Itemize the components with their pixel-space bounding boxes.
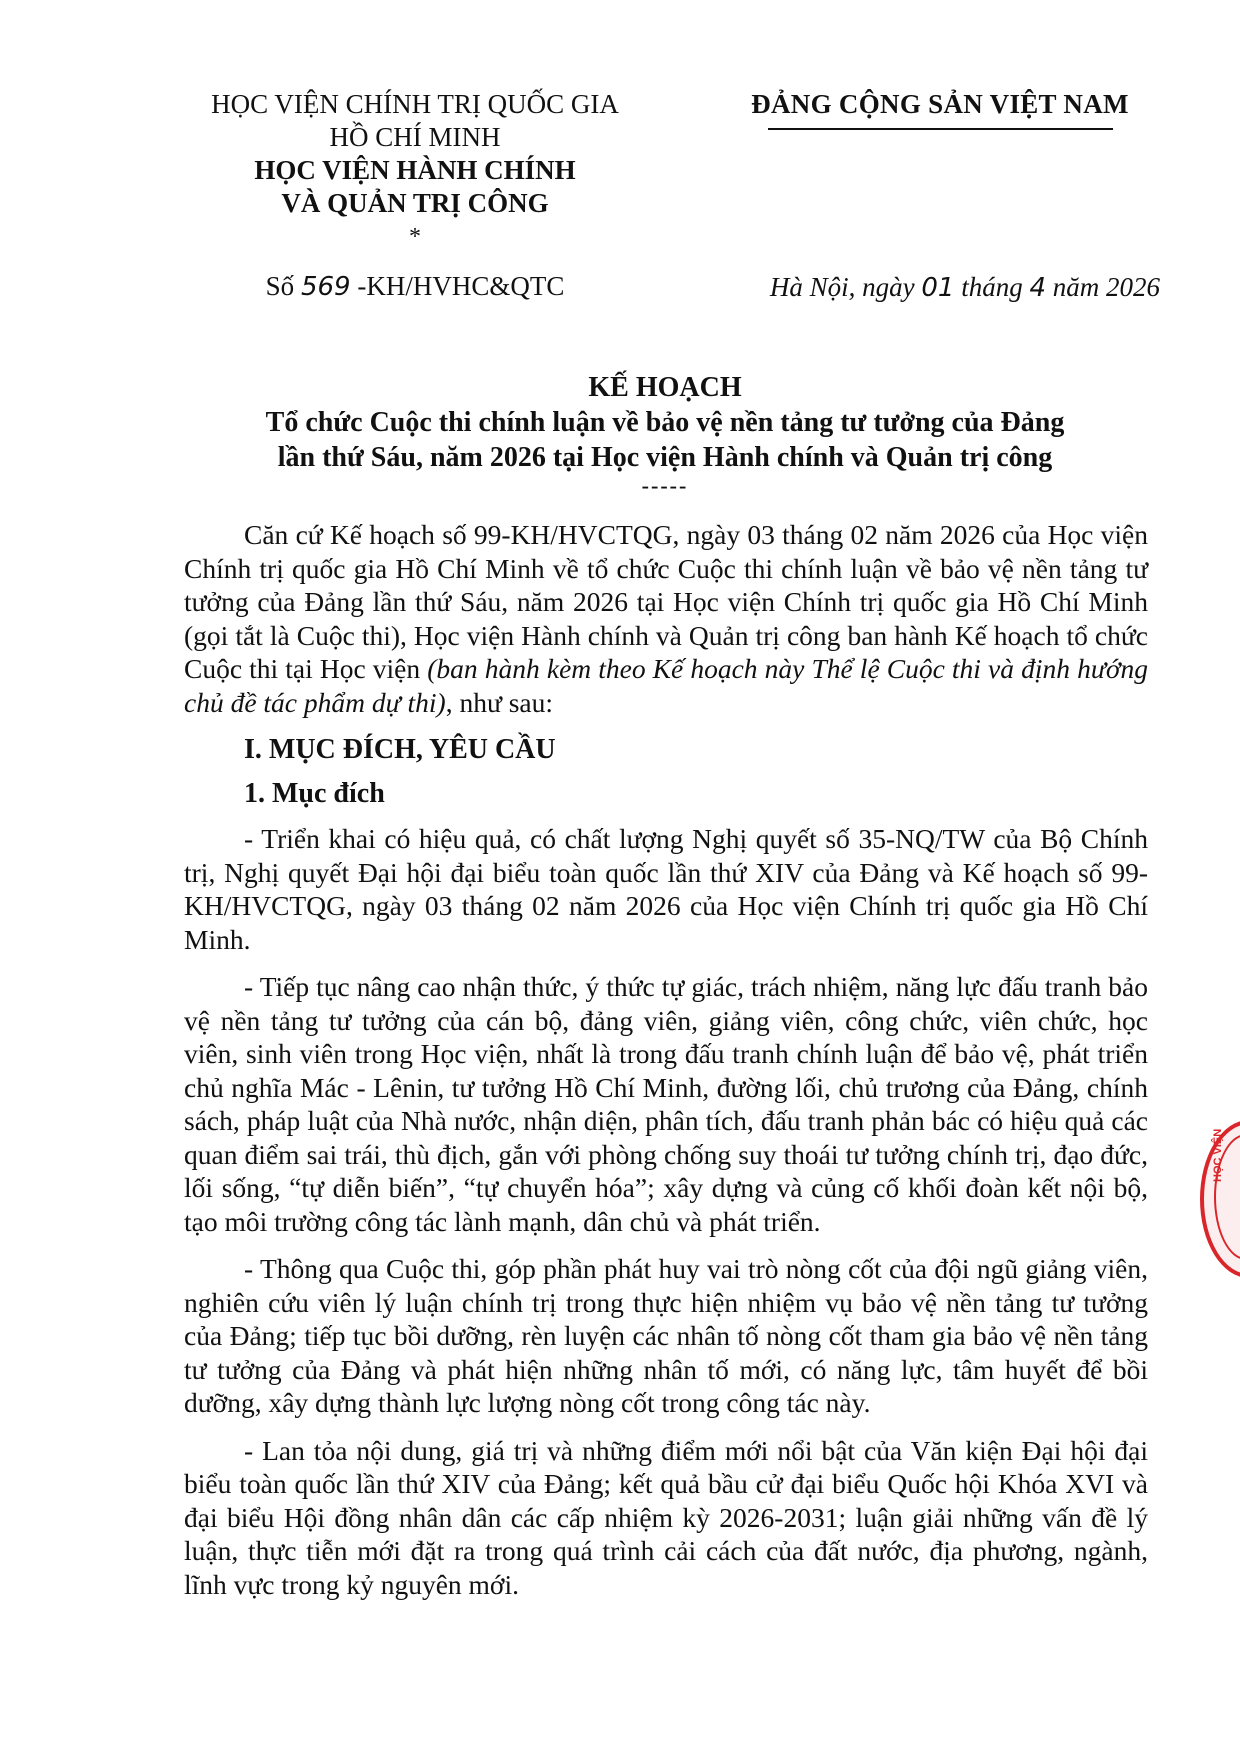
document-title-line1: Tổ chức Cuộc thi chính luận về bảo vệ nền tảng tư tưởng của Đảng [265, 407, 1065, 438]
place-and-date [740, 271, 1160, 305]
star-mark: * [409, 224, 421, 250]
document-number [170, 270, 660, 304]
document-number-prefix: Số [265, 271, 295, 301]
agency-parent-line1: HỌC VIỆN CHÍNH TRỊ QUỐC GIA [211, 89, 619, 119]
title-separator: ----- [641, 473, 689, 498]
document-body [184, 518, 1148, 1609]
document-type: KẾ HOẠCH [588, 372, 742, 403]
date-day-handwritten: 01 [921, 273, 955, 303]
date-month-label: tháng [961, 272, 1023, 302]
intro-paragraph [184, 518, 1148, 719]
party-header [740, 88, 1140, 130]
intro-ending: , như sau: [445, 686, 554, 718]
purpose-paragraph: - Triển khai có hiệu quả, có chất lượng Nghị quyết số 35-NQ/TW của Bộ Chính trị, Nghị quyết Đại hội đại biểu toàn quốc lần thứ XIV của Đảng và Kế hoạch số 99-KH/HVCTQG, ngày 03 tháng 02 năm 2026 của Học viện Chính trị quốc gia Hồ Chí Minh. [184, 823, 1148, 955]
intro-text: Căn cứ Kế hoạch số 99-KH/HVCTQG, ngày 03 tháng 02 năm 2026 của Học viện Chính trị quốc gia Hồ Chí Minh về tổ chức Cuộc thi chính luận về bảo vệ nền tảng tư tưởng của Đảng lần thứ Sáu, năm 2026 tại Học viện Chính trị quốc gia Hồ Chí Minh (gọi tắt là Cuộc thi), Học viện Hành chính và Quản trị công ban hành Kế hoạch tổ chức Cuộc thi tại Học viện [184, 519, 1148, 684]
purpose-paragraph: - Thông qua Cuộc thi, góp phần phát huy vai trò nòng cốt của đội ngũ giảng viên, nghiên cứu viên lý luận chính trị trong thực hiện nhiệm vụ bảo vệ nền tảng tư tưởng của Đảng; tiếp tục bồi dưỡng, rèn luyện các nhân tố nòng cốt tham gia bảo vệ nền tảng tư tưởng của Đảng và phát hiện những nhân tố mới, có năng lực, tâm huyết để bồi dưỡng, xây dựng thành lực lượng nòng cốt trong công tác này. [184, 1253, 1148, 1418]
party-name-underline [768, 128, 1113, 130]
section-heading: I. MỤC ĐÍCH, YÊU CẦU [244, 734, 556, 765]
date-month-handwritten: 4 [1029, 273, 1046, 303]
intro-italic-note: (ban hành kèm theo Kế hoạch này Thể lệ Cuộc thi và định hướng chủ đề tác phẩm dự thi) [184, 653, 1149, 718]
issuing-agency-block [170, 88, 660, 304]
document-number-suffix: -KH/HVHC&QTC [357, 271, 565, 301]
agency-name-line1: HỌC VIỆN HÀNH CHÍNH [254, 155, 576, 185]
red-seal-stamp [1200, 1120, 1240, 1278]
seal-text: HỌC VIỆN [1212, 1128, 1224, 1182]
document-number-handwritten: 569 [300, 272, 351, 302]
document-title-block [170, 370, 1160, 497]
purpose-paragraph: - Tiếp tục nâng cao nhận thức, ý thức tự giác, trách nhiệm, năng lực đấu tranh bảo vệ nền tảng tư tưởng của cán bộ, đảng viên, giảng viên, công chức, viên chức, học viên, sinh viên trong Học viện, nhất là trong đấu tranh chính luận để bảo vệ, phát triển chủ nghĩa Mác - Lênin, tư tưởng Hồ Chí Minh, đường lối, chủ trương của Đảng, chính sách, pháp luật của Nhà nước, nhận diện, phân tích, đấu tranh phản bác có hiệu quả các quan điểm sai trái, thù địch, gắn với phòng chống suy thoái tư tưởng chính trị, đạo đức, lối sống, “tự diễn biến”, “tự chuyển hóa”; xây dựng và củng cố khối đoàn kết nội bộ, tạo môi trường công tác lành mạnh, dân chủ và phát triển. [184, 971, 1148, 1237]
agency-name-line2: VÀ QUẢN TRỊ CÔNG [281, 188, 549, 218]
date-prefix: Hà Nội, ngày [769, 272, 915, 302]
agency-parent-line2: HỒ CHÍ MINH [329, 122, 501, 152]
purpose-paragraph: - Lan tỏa nội dung, giá trị và những điểm mới nổi bật của Văn kiện Đại hội đại biểu toàn quốc lần thứ XIV của Đảng; kết quả bầu cử đại biểu Quốc hội Khóa XVI và đại biểu Hội đồng nhân dân các cấp nhiệm kỳ 2026-2031; luận giải những vấn đề lý luận, thực tiễn mới đặt ra trong quá trình cải cách của đất nước, địa phương, ngành, lĩnh vực trong kỷ nguyên mới. [184, 1434, 1148, 1600]
date-year: năm 2026 [1052, 272, 1160, 302]
document-title-line2: lần thứ Sáu, năm 2026 tại Học viện Hành chính và Quản trị công [277, 442, 1053, 473]
subsection-heading: 1. Mục đích [244, 777, 385, 809]
party-name: ĐẢNG CỘNG SẢN VIỆT NAM [751, 89, 1129, 119]
